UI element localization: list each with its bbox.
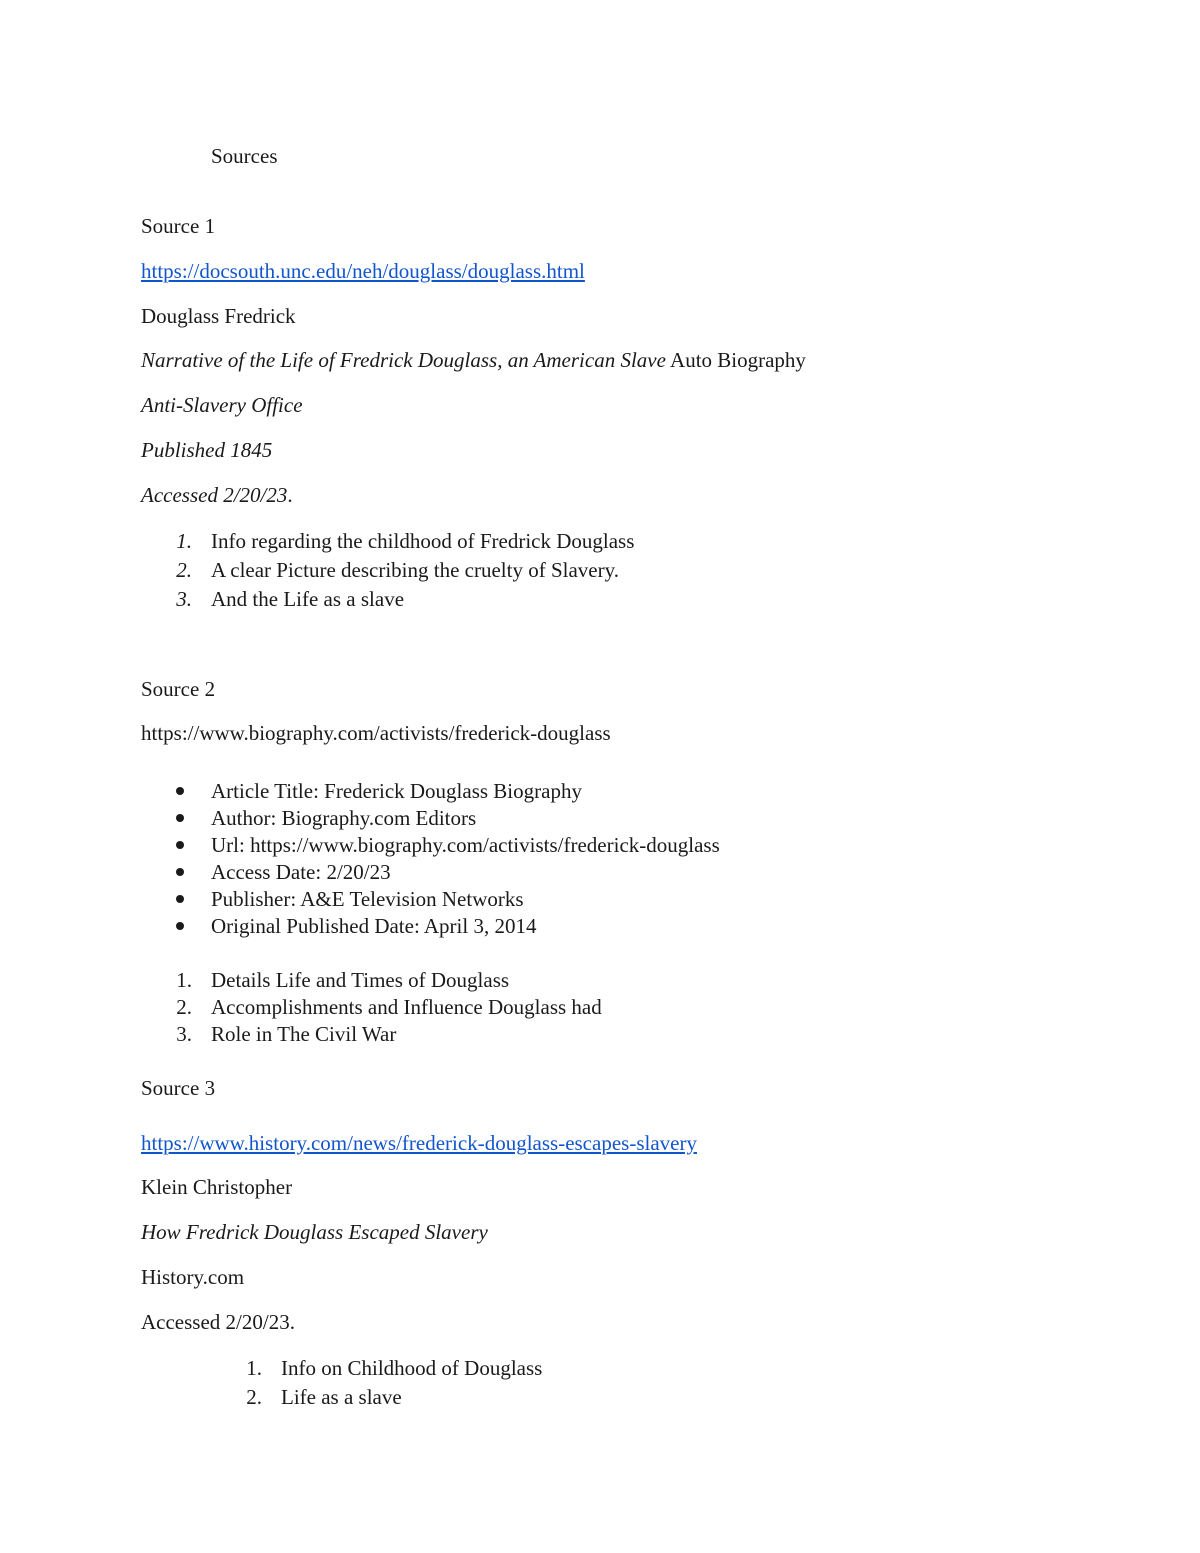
list-text: Info on Childhood of Douglass: [281, 1356, 543, 1380]
bullet-icon: [176, 841, 184, 849]
source-3-label: Source 3: [141, 1076, 216, 1100]
list-text: And the Life as a slave: [211, 587, 405, 611]
bullet-icon: [176, 922, 184, 930]
list-text: Accomplishments and Influence Douglass had: [211, 995, 602, 1019]
source-3-url-link[interactable]: https://www.history.com/news/frederick-douglass-escapes-slavery: [141, 1131, 697, 1155]
source-1-url-link[interactable]: https://docsouth.unc.edu/neh/douglass/douglass.html: [141, 259, 585, 283]
list-text: Publisher: A&E Television Networks: [211, 887, 524, 911]
bullet-icon: [176, 814, 184, 822]
source-3-url-line: [141, 1129, 697, 1157]
source-1-publisher: Anti-Slavery Office: [141, 393, 303, 417]
list-number: 3.: [176, 1022, 192, 1046]
source-3-title: How Fredrick Douglass Escaped Slavery: [141, 1220, 488, 1244]
source-3-accessed: Accessed 2/20/23.: [141, 1310, 295, 1334]
source-1-accessed-period: .: [287, 483, 293, 507]
source-3-author: Klein Christopher: [141, 1175, 293, 1199]
list-text: A clear Picture describing the cruelty of Slavery.: [211, 558, 619, 582]
list-number: 1.: [246, 1356, 262, 1380]
source-2-label: Source 2: [141, 677, 216, 701]
source-1-url-line: [141, 257, 585, 285]
source-1-label: Source 1: [141, 214, 216, 238]
list-number: 1.: [176, 529, 192, 553]
page-title: Sources: [211, 144, 278, 168]
source-1-title: Narrative of the Life of Fredrick Douglass, an American Slave: [141, 348, 666, 372]
list-text: Info regarding the childhood of Fredrick Douglass: [211, 529, 635, 553]
list-text: Author: Biography.com Editors: [211, 806, 477, 830]
source-1-published: Published 1845: [141, 438, 273, 462]
source-3-publisher: History.com: [141, 1265, 245, 1289]
source-1-title-line: [141, 346, 806, 374]
list-number: 1.: [176, 968, 192, 992]
source-1-author: Douglass Fredrick: [141, 304, 296, 328]
source-1-accessed-line: [141, 481, 293, 509]
list-number: 2.: [176, 995, 192, 1019]
list-text: Article Title: Frederick Douglass Biography: [211, 779, 582, 803]
list-text: Original Published Date: April 3, 2014: [211, 914, 537, 938]
source-1-accessed: Accessed 2/20/23: [141, 483, 288, 507]
bullet-icon: [176, 895, 184, 903]
bullet-icon: [176, 787, 184, 795]
source-2-url: https://www.biography.com/activists/frederick-douglass: [141, 721, 611, 745]
list-text: Url: https://www.biography.com/activists/frederick-douglass: [211, 833, 720, 857]
list-number: 2.: [246, 1385, 262, 1409]
list-number: 2.: [176, 558, 192, 582]
list-text: Life as a slave: [281, 1385, 402, 1409]
source-1-title-suffix: Auto Biography: [665, 348, 806, 372]
list-number: 3.: [176, 587, 192, 611]
list-text: Access Date: 2/20/23: [211, 860, 391, 884]
list-text: Role in The Civil War: [211, 1022, 397, 1046]
list-text: Details Life and Times of Douglass: [211, 968, 510, 992]
bullet-icon: [176, 868, 184, 876]
